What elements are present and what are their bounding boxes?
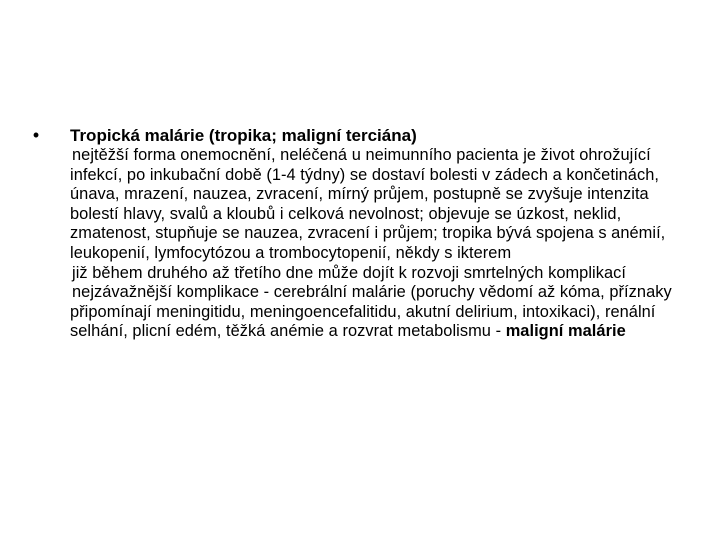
paragraph-complications: [70, 264, 690, 284]
slide-content: [30, 125, 690, 342]
paragraph-description: [70, 146, 690, 264]
paragraph-severe-complications: [70, 283, 690, 342]
paragraph-description-text: nejtěžší forma onemocnění, neléčená u neimunního pacienta je život ohrožující infekcí, po inkubační době (1-4 týdny) se dostaví bolesti v zádech a končetinách, únava, mrazení, nauzea, zvracení, mírný průjem, postupně se zvyšuje intenzita bolestí hlavy, svalů a kloubů i celková nevolnost; objevuje se úzkost, neklid, zmatenost, stupňuje se nauzea, zvracení i průjem; tropika bývá spojena s anémií, leukopenií, lymfocytózou a trombocytopenií, někdy s ikterem: [70, 146, 666, 262]
bullet-heading: Tropická malárie (tropika; maligní terciána): [70, 126, 417, 145]
bullet-icon: •: [32, 125, 40, 145]
bullet-item: [30, 125, 690, 342]
paragraph-severe-complications-text: nejzávažnější komplikace - cerebrální malárie (poruchy vědomí až kóma, příznaky připomínají meningitidu, meningoencefalitidu, akutní delirium, intoxikaci), renální selhání, plicní edém, těžká anémie a rozvrat metabolismu -: [70, 283, 672, 341]
paragraph-complications-text: již během druhého až třetího dne může dojít k rozvoji smrtelných komplikací: [72, 263, 626, 282]
malignant-malaria-term: maligní malárie: [505, 322, 626, 341]
